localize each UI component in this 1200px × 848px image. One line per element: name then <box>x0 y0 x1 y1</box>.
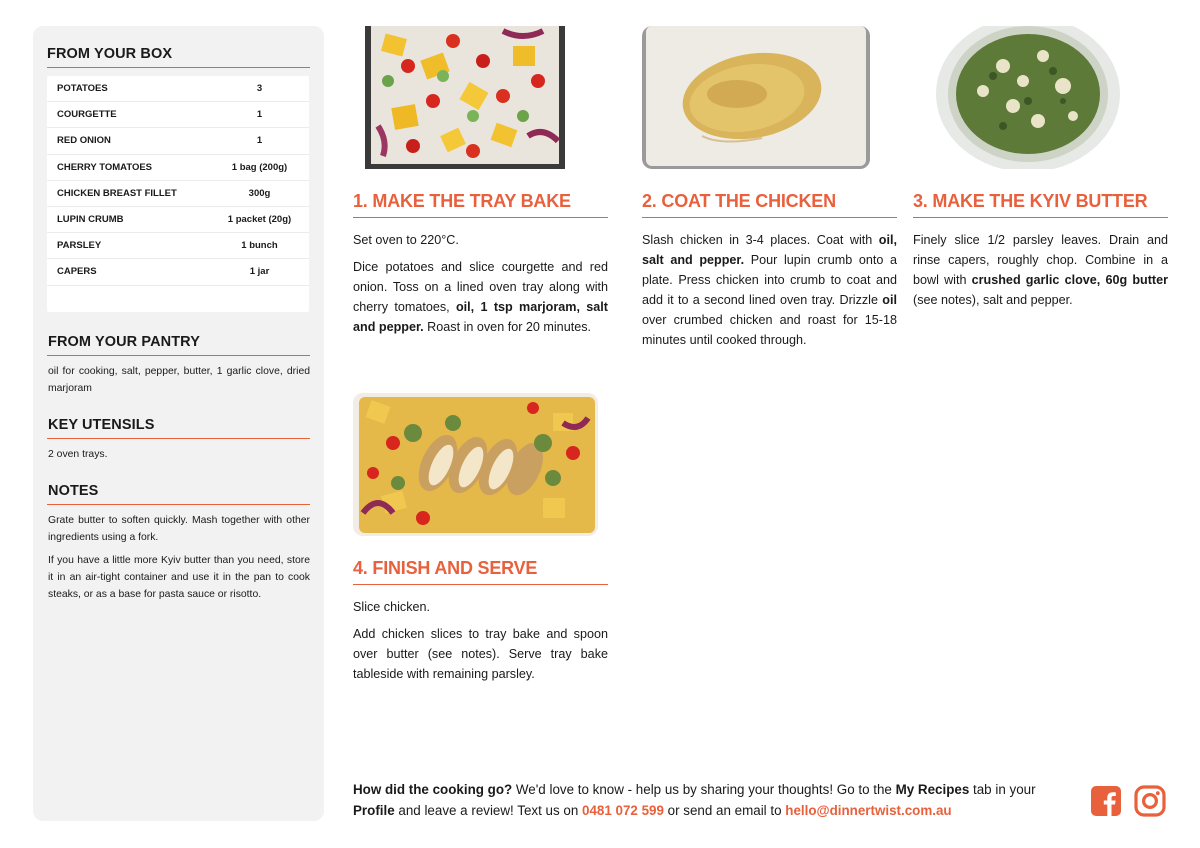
table-row <box>47 207 309 233</box>
footer-text: tab in your <box>969 782 1036 797</box>
step-4-title: 4. FINISH AND SERVE <box>353 558 608 585</box>
step-1-text <box>353 230 608 337</box>
text-run: Roast in oven for 20 minutes. <box>423 320 591 334</box>
step-3-text <box>913 230 1168 310</box>
profile-link[interactable]: Profile <box>353 803 395 818</box>
facebook-icon[interactable] <box>1090 785 1122 817</box>
ingredient-qty: 300g <box>248 187 271 199</box>
ingredient-name: CAPERS <box>57 266 97 278</box>
feedback-footer <box>353 779 1073 821</box>
ingredient-name: LUPIN CRUMB <box>57 214 124 226</box>
footer-text: We'd love to know - help us by sharing your thoughts! Go to the <box>512 782 896 797</box>
step-1 <box>353 26 608 337</box>
table-row <box>47 128 309 154</box>
footer-question: How did the cooking go? <box>353 782 513 797</box>
ingredient-name: COURGETTE <box>57 109 117 121</box>
email-link[interactable]: hello@dinnertwist.com.au <box>785 803 952 818</box>
step-3-title: 3. MAKE THE KYIV BUTTER <box>913 191 1168 218</box>
step-1-title: 1. MAKE THE TRAY BAKE <box>353 191 608 218</box>
ingredient-qty: 1 bunch <box>241 240 278 252</box>
note-text: If you have a little more Kyiv butter than you need, store it in an air-tight container and use it in the pan to cook steaks, or as a base for pasta sauce or risotto. <box>48 555 310 600</box>
step-4-text <box>353 597 608 684</box>
my-recipes-link[interactable]: My Recipes <box>895 782 970 797</box>
step-4-para: Add chicken slices to tray bake and spoon over butter (see notes). Serve tray bake tableside with remaining parsley. <box>353 627 608 681</box>
ingredient-qty: 1 bag (200g) <box>231 161 288 173</box>
step-3-para <box>913 230 1168 310</box>
ingredient-name: PARSLEY <box>57 240 102 252</box>
finished-dish-photo <box>353 393 598 536</box>
crumbed-chicken-photo <box>642 26 887 169</box>
ingredient-qty: 1 packet (20g) <box>227 214 292 226</box>
step-2-text <box>642 230 897 350</box>
text-run: Finely slice 1/2 parsley leaves. Drain and rinse capers, roughly chop. Combine in a bowl with <box>913 233 1168 287</box>
text-run: Pour lupin crumb onto a plate. Press chicken into crumb to coat and add it to a second lined oven tray. Drizzle <box>642 253 897 307</box>
ingredient-qty: 1 <box>256 135 263 147</box>
text-run: Slash chicken in 3-4 places. Coat with <box>642 233 879 247</box>
ingredient-qty: 1 <box>256 109 263 121</box>
kyiv-butter-bowl-image <box>913 26 1158 169</box>
table-row <box>47 233 309 259</box>
step-4-para: Slice chicken. <box>353 600 430 614</box>
table-row <box>47 102 309 128</box>
box-ingredients-table <box>47 76 309 312</box>
kyiv-butter-photo <box>913 26 1158 169</box>
instagram-icon[interactable] <box>1134 785 1166 817</box>
tray-bake-photo <box>353 26 598 169</box>
text-run-bold: oil <box>882 293 897 307</box>
table-row <box>47 155 309 181</box>
ingredients-sidebar <box>33 26 324 821</box>
phone-link[interactable]: 0481 072 599 <box>582 803 664 818</box>
social-links <box>1090 785 1166 817</box>
utensils-heading: KEY UTENSILS <box>47 417 310 439</box>
notes-heading: NOTES <box>47 483 310 505</box>
ingredient-qty: 3 <box>256 83 263 95</box>
step-1-para: Set oven to 220°C. <box>353 233 459 247</box>
tray-vegetables-image <box>353 26 598 169</box>
text-run-bold: oil, salt and pepper. <box>642 233 897 267</box>
text-run: over crumbed chicken and roast for 15-18 minutes until cooked through. <box>642 313 897 347</box>
ingredient-name: CHICKEN BREAST FILLET <box>57 187 177 199</box>
step-2-para <box>642 230 897 350</box>
table-row <box>47 76 309 102</box>
crumbed-chicken-image <box>642 26 887 169</box>
table-row <box>47 259 309 285</box>
pantry-section <box>47 334 310 397</box>
text-run-bold: crushed garlic clove, 60g butter <box>971 273 1168 287</box>
pantry-text: oil for cooking, salt, pepper, butter, 1 garlic clove, dried marjoram <box>48 366 310 394</box>
step-3 <box>913 26 1168 310</box>
pantry-heading: FROM YOUR PANTRY <box>47 334 310 356</box>
footer-text: and leave a review! Text us on <box>394 803 583 818</box>
utensils-text: 2 oven trays. <box>48 449 108 460</box>
ingredient-name: CHERRY TOMATOES <box>57 161 153 173</box>
text-run-bold: oil, 1 tsp marjoram, salt and pepper. <box>353 300 608 334</box>
table-row <box>47 181 309 207</box>
ingredient-name: RED ONION <box>57 135 111 147</box>
step-2 <box>642 26 897 350</box>
ingredient-qty: 1 jar <box>249 266 270 278</box>
note-text: Grate butter to soften quickly. Mash together with other ingredients using a fork. <box>48 515 310 543</box>
step-2-title: 2. COAT THE CHICKEN <box>642 191 897 218</box>
notes-section <box>47 483 310 603</box>
finished-tray-bake-image <box>353 393 598 536</box>
footer-text: or send an email to <box>663 803 786 818</box>
utensils-section <box>47 417 310 463</box>
step-4 <box>353 393 608 684</box>
text-run: (see notes), salt and pepper. <box>913 293 1073 307</box>
step-1-para <box>353 257 608 337</box>
text-run: Dice potatoes and slice courgette and red onion. Toss on a lined oven tray along with cherry tomatoes, <box>353 260 608 314</box>
box-heading: FROM YOUR BOX <box>47 46 310 68</box>
ingredient-name: POTATOES <box>57 83 108 95</box>
